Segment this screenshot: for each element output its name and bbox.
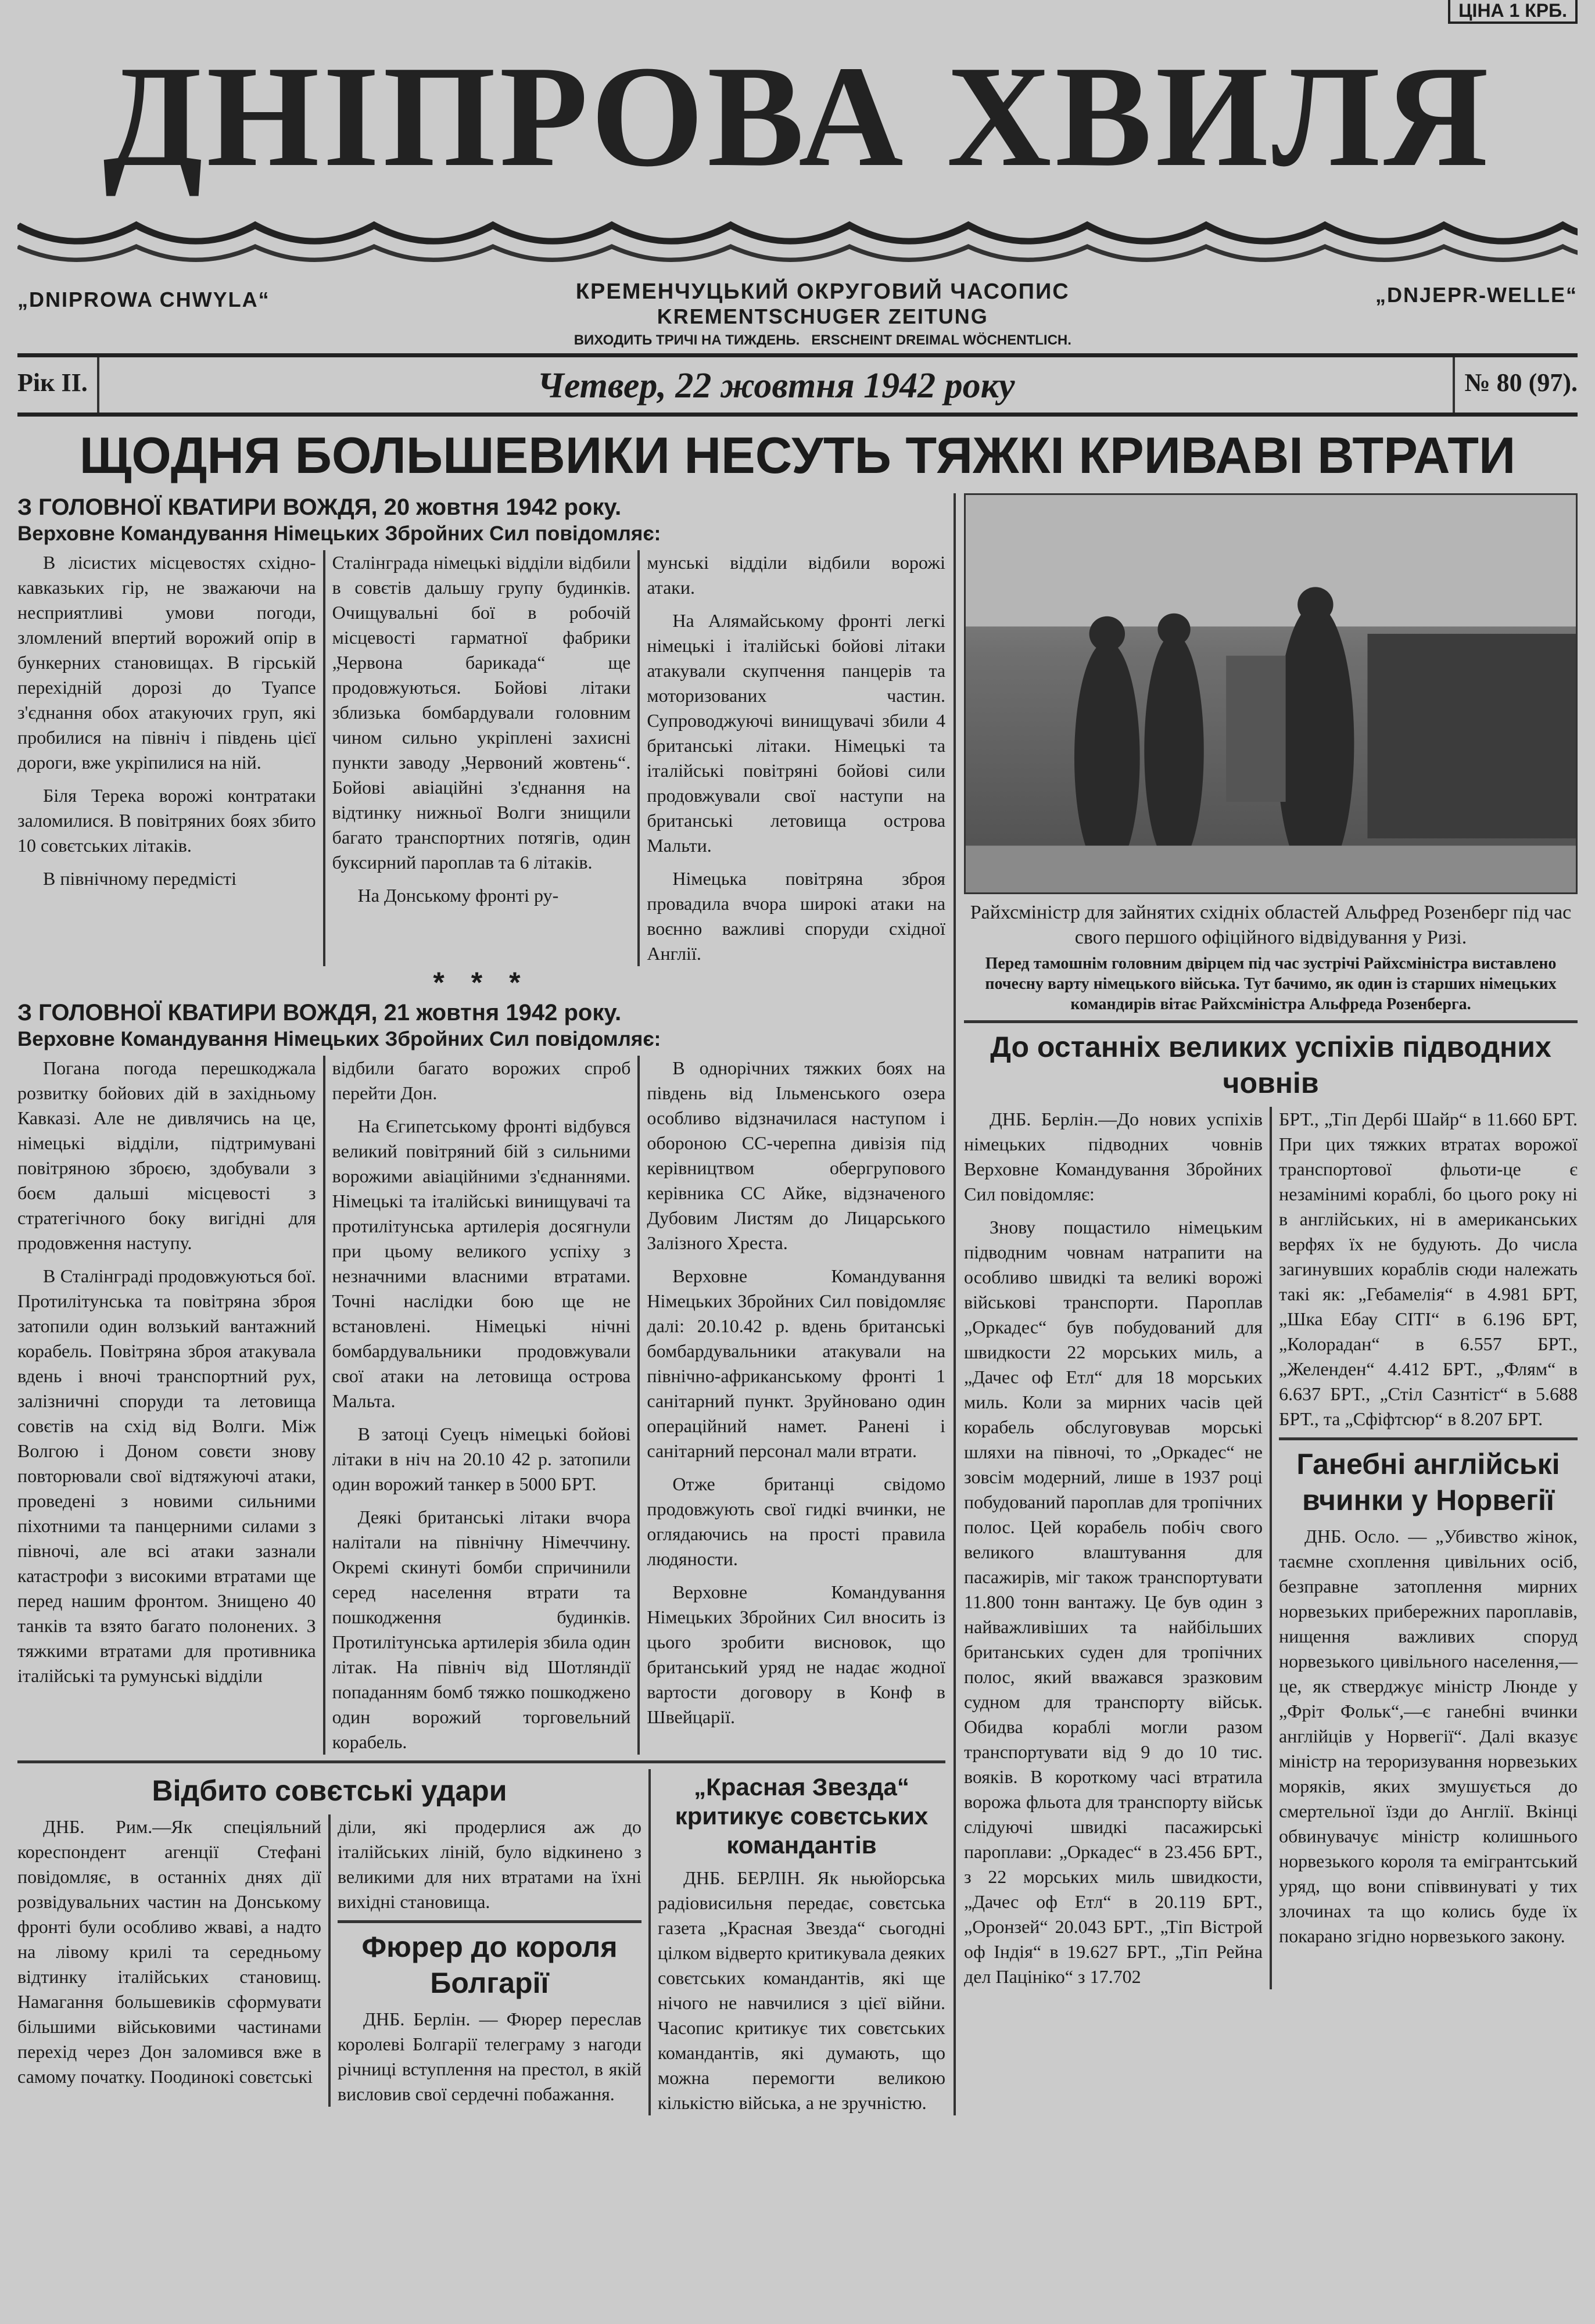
latin-name-left: „DNIPROWA CHWYLA“ — [17, 288, 270, 311]
issue-number: № 80 (97). — [1453, 357, 1578, 413]
repelled-heading: Відбито совєтські удари — [152, 1774, 507, 1807]
issue-date: Четвер, 22 жовтня 1942 року — [537, 366, 1015, 406]
paragraph: Верховне Командування Німецьких Збройних Сил повідомляє далі: 20.10.42 р. вдень британські бомбардувальники атакували на північно-африканському фронті 1 санітарний пункт. Зруйновано один операційний намет. Ранені і санітарний персонал мали втрати. — [647, 1265, 946, 1461]
separator-asterisks: * * * — [433, 966, 530, 999]
subtitle-de: KREMENTSCHUGER ZEITUNG — [657, 304, 988, 328]
fuehrer-heading: Фюрер до короля Болгарії — [361, 1931, 618, 1999]
krasnaya-article — [651, 1769, 945, 2115]
paragraph: мунські відділи відбили ворожі атаки. — [647, 552, 946, 598]
paragraph: Отже британці свідомо продовжують свої гидкі вчинки, не оглядаючись на прості правила людяности. — [647, 1473, 946, 1569]
paragraph: Погана погода перешкоджала розвитку бойових дій в західньому Кавказі. Але не дивлячись на це, німецькі відділи, підтримувані повітряною зброєю, здобували з боєм дальші місцевості з стратегічного боку вигідні для продовження наступу. — [17, 1057, 316, 1253]
report1-column-1 — [17, 550, 323, 966]
year-label: Рік II. — [17, 357, 99, 413]
report2-heading: З ГОЛОВНОЇ КВАТИРИ ВОЖДЯ, 21 жовтня 1942 року. — [17, 1000, 622, 1025]
paragraph: БРТ., „Тіп Дербі Шайр“ в 11.660 БРТ. При цих тяжких втратах ворожої транспортової фльоти-це є незамінимі кораблі, бо цього року ні в англійських, ні в американських верфях їх не будують. До числа загинувших кораблів сюди належать такі як: „Гебамелія“ в 4.981 БРТ, „Шка Ебау СІТІ“ в 6.196 БРТ, „Колорадан“ в 6.557 БРТ., „Желенден“ 4.412 БРТ., „Флям“ в 6.637 БРТ., „Стіл Сазнтіст“ в 5.688 БРТ., та „Сфіфтсюр“ в 8.207 БРТ. — [1279, 1109, 1578, 1429]
submarines-column-1 — [964, 1107, 1270, 1989]
divider — [17, 353, 1578, 357]
left-area — [17, 493, 956, 2115]
paragraph: ДНБ. БЕРЛІН. Як ньюйорська радіовисильня передає, совєтська газета „Красная Звезда“ сьогодні цілком відверто критикувала деяких совєтських командантів, які ще нічого не навчилися з цієї війни. Часопис критикує тих совєтських командантів, які думають, що можна перемогти великою кількістю війська, а не зручністю. — [658, 1867, 945, 2113]
submarines-column-2 — [1270, 1107, 1578, 1989]
report1-heading: З ГОЛОВНОЇ КВАТИРИ ВОЖДЯ, 20 жовтня 1942 року. — [17, 494, 622, 520]
paragraph: Верховне Командування Німецьких Збройних Сил вносить із цього зробити висновок, що британський уряд не надає жодної вартости договору в Конф в Швейцарії. — [647, 1581, 946, 1727]
report1-subheading: Верховне Командування Німецьких Збройних Сил повідомляє: — [17, 522, 661, 545]
divider — [1279, 1437, 1578, 1440]
divider — [964, 1020, 1578, 1023]
latin-name-right: „DNJEPR-WELLE“ — [1375, 283, 1578, 307]
divider — [17, 1760, 945, 1763]
paragraph: діли, які продерлися аж до італійських ліній, було відкинено з великими для них втратами на їхні вихідні становища. — [338, 1816, 641, 1912]
price-label: ЦІНА 1 КРБ. — [1448, 0, 1578, 24]
paragraph: На Донському фронті ру- — [357, 885, 559, 906]
report2-column-2 — [323, 1056, 638, 1755]
repelled-article — [17, 1769, 651, 2115]
paragraph: Біля Терека ворожі контратаки заломилися. В повітряних боях збито 10 совєтських літаків. — [17, 785, 316, 856]
paragraph: Деякі британські літаки вчора налітали на північну Німеччину. Окремі скинуті бомби спричинили серед населення втрати та пошкодження будинків. Протилітунська артилерія збила один літак. На північ від Шотляндії попаданням бомб тяжко пошкоджено один ворожий торговельний корабель. — [332, 1507, 631, 1752]
divider — [338, 1920, 641, 1923]
repelled-column-2 — [328, 1814, 641, 2107]
report2-column-3 — [637, 1056, 945, 1755]
frequency-de: ERSCHEINT DREIMAL WÖCHENTLICH. — [811, 332, 1071, 348]
divider — [17, 413, 1578, 417]
photo-caption: Райхсміністр для зайнятих східніх областей Альфред Розенберг під час свого першого офіційного відвідування у Ризі. — [970, 902, 1572, 948]
krasnaya-text — [658, 1866, 945, 2115]
photo-subcaption: Перед тамошнім головним двірцем під час зустрічі Райхсміністра виставлено почесну варту німецького війська. Тут бачимо, як один із старших німецьких командирів вітає Райхсміністра Альфреда Розенберга. — [985, 955, 1557, 1013]
paragraph: Сталінграда німецькі відділи відбили в совєтів дальшу групу будинків. Очищувальні бої в робочій місцевості гарматної фабрики „Червона барикада“ ще продовжуються. Бойові літаки зблизька бомбардували головним чином сильно укріплені захисні пункти заводу „Червоний жовтень“. Бойові авіаційні з'єднання на відтинку нижньої Волги знищили багато транспортних потягів, один буксирний пароплав та 6 літаків. — [332, 552, 631, 873]
norway-heading: Ганебні англійські вчинки у Норвегії — [1296, 1448, 1560, 1516]
paragraph: В лісистих місцевостях східно-кавказьких гір, не зважаючи на несприятливі умови погоди, зломлений впертий ворожий опір в бункерних становищах. В гірській перехідній дорозі до Туапсе з'єднання обох атакуючих груп, які пробилися на північ і південь цієї дороги, вже укріпилися на ній. — [17, 552, 316, 773]
masthead-title: ДНІПРОВА ХВИЛЯ — [103, 36, 1492, 197]
rosenberg-photo — [964, 493, 1578, 894]
repelled-column-1 — [17, 1814, 328, 2107]
paragraph: В затоці Суецъ німецькі бойові літаки в ніч на 20.10 42 р. затопили один ворожий танкер в 5000 БРТ. — [332, 1423, 631, 1494]
frequency-ua: ВИХОДИТЬ ТРИЧІ НА ТИЖДЕНЬ. — [574, 332, 800, 348]
fuehrer-text: ДНБ. Берлін. — Фюрер переслав королеві Болгарії телеграму з нагоди річниці вступлення на престол, в якій висловив свої сердечні побажання. — [338, 2009, 641, 2104]
paragraph: В Сталінграді продовжуються бої. Протилітунська та повітряна зброя затопили один волзький вантажний корабель. Повітряна зброя атакувала вдень і вночі транспортний рух, залізничні споруди та летовища совєтів на схід від Волги. Між Волгою і Доном совєти знову повторювали свої відтяжуючі атаки, проведені з новими сильними піхотними та панцерними силами з півночі, але всі атаки зазнали катастрофи з високими втратами ще перед нашим фронтом. Знищено 40 танків та взято багато полонених. З тяжкими втратами для противника італійські та румунські відділи — [17, 1265, 316, 1686]
krasnaya-heading: „Красная Звезда“ критикує совєтських командантів — [675, 1773, 929, 1859]
main-headline: ЩОДНЯ БОЛЬШЕВИКИ НЕСУТЬ ТЯЖКІ КРИВАВІ ВТРАТИ — [79, 426, 1516, 484]
paragraph: Знову пощастило німецьким підводним човнам натрапити на особливо швидкі та великі ворожі військові транспорти. Пароплав „Оркадес“ був побудований для швидкости 22 морських миль, а „Дачес оф Етл“ для 18 морських миль. Коли за мирних часів цей корабель обслуговував морські шляхи на півночі, то „Оркадес“ не зовсім модерний, лише в 1937 році побудований пароплав для тропічних полос. Цей корабель побіч свого великого влаштування для пасажирів, міг також транспортувати 11.800 тонн вантажу. Це був один з найважливіших та найбільших британських суден для тропічних полос, який вважався зразковим судном для транспорту військ. Обидва кораблі могли разом транспортувати від 9 до 10 тис. вояків. В короткому часі втратила ворожа фльота для транспорту військ слідуючі швидкі пасажирські пароплави: „Оркадес“ в 23.456 БРТ., з 22 морських миль швидкости, „Дачес оф Етл“ в 20.119 БРТ., „Оронзей“ 20.043 БРТ., „Тіп Вістрой оф Індія“ в 19.627 БРТ., „Тіп Рейна дел Пацініко“ з 17.702 — [964, 1217, 1263, 1987]
report2-subheading: Верховне Командування Німецьких Збройних Сил повідомляє: — [17, 1028, 661, 1050]
paragraph: На Єгипетському фронті відбувся великий повітряний бій з сильними ворожими авіаційними з'єднаннями. Німецькі та італійські винищувачі та протилітунська артилерія досягнули при цьому великого успіху з незначними власними втратами. Точні наслідки бою ще не встановлені. Німецькі нічні бомбардувальники продовжували свої атаки на летовища острова Мальта. — [332, 1116, 631, 1411]
subtitle-ua: КРЕМЕНЧУЦЬКИЙ ОКРУГОВИЙ ЧАСОПИС — [575, 279, 1070, 304]
paragraph: відбили багато ворожих спроб перейти Дон. — [332, 1057, 631, 1103]
report2-column-1 — [17, 1056, 323, 1755]
paragraph: В однорічних тяжких боях на південь від Ільменського озера особливо відзначилася наступом і обороною СС-черепна дивізія під керівництвом обергрупового керівника СС Айке, відзначеного Дубовим Листям до Лицарського Залізного Хреста. — [647, 1057, 946, 1253]
report1-column-3 — [637, 550, 945, 966]
paragraph: ДНБ. Рим.—Як спеціяльний кореспондент агенції Стефані повідомляє, в останніх днях дії розвідувальних частин на Донському фронті були особливо жваві, а надто на лівому крилі та середньому відтинку італійських становищ. Намагання большевиків сформувати більшими військовими частинами перехід через Дон заломився вже в самому початку. Поодинокі совєтські — [17, 1816, 321, 2087]
wave-ornament — [17, 204, 1578, 268]
submarines-heading: До останніх великих успіхів підводних човнів — [990, 1031, 1551, 1099]
report1-column-2 — [323, 550, 638, 966]
paragraph: На Алямайському фронті легкі німецькі і італійські бойові літаки атакували скупчення панцерів та моторизованих частин. Супроводжуючі винищувачі збили 4 британські літаки. Німецькі та італійські повітряні бойові сили продовжували свої наступи на британські летовища острова Мальти. — [647, 610, 946, 856]
right-area — [956, 493, 1578, 2115]
paragraph: В північному передмісті — [43, 868, 236, 889]
paragraph: ДНБ. Берлін.—До нових успіхів німецьких підводних човнів Верховне Командування Збройних Сил повідомляє: — [964, 1109, 1263, 1204]
norway-text: ДНБ. Осло. — „Убивство жінок, таємне схоплення цивільних осіб, безправне затоплення мирних норвезьких прибережних пароплавів, нищення важливих споруд норвезького цивільного населення,—це, як стверджує міністр Люнде у „Фріт Фольк“,—є ганебні вчинки англійців у Норвегії“. Далі вказує міністр на тероризування норвезьких моряків, яких змушується до смертельної їзди до Англії. Вкінці обвинувачує міністр колишнього норвезького короля та емігрантський уряд, що вони співвинуваті у тих злочинах та що колись буде їх покарано згідно норвезького закону. — [1279, 1526, 1578, 1946]
paragraph: Німецька повітряна зброя провадила вчора широкі атаки на воєнно важливі споруди східної Англії. — [647, 868, 946, 964]
